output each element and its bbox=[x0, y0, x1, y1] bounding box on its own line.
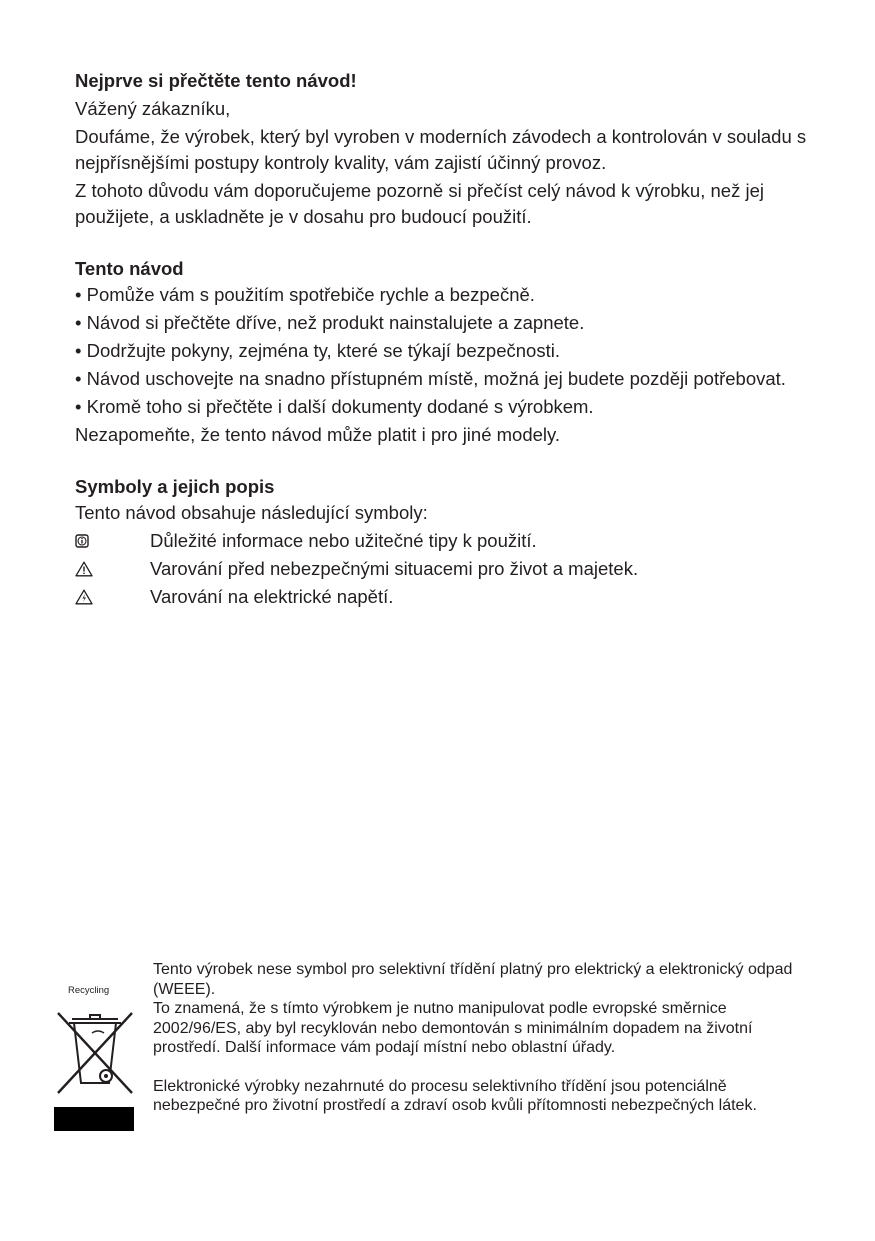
weee-black-bar bbox=[54, 1107, 134, 1131]
intro-paragraph-2: Z tohoto důvodu vám doporučujeme pozorně si přečíst celý návod k výrobku, než jej použijete, a uskladněte je v dosahu pro budoucí použití. bbox=[75, 180, 764, 227]
weee-paragraph-2: To znamená, že s tímto výrobkem je nutno manipulovat podle evropské směrnice 2002/96/ES, aby byl recyklován nebo demontován s minimálním dopadem na životní prostředí. Další informace vám podají místní nebo oblastní úřady. bbox=[153, 1000, 753, 1056]
manual-bullet: • Návod uschovejte na snadno přístupném místě, možná jej budete později potřebovat. bbox=[75, 368, 786, 389]
weee-paragraph-3: Elektronické výrobky nezahrnuté do procesu selektivního třídění jsou potenciálně nebezpečné pro životní prostředí a zdraví osob kvůli přítomnosti nebezpečných látek. bbox=[153, 1077, 757, 1114]
warning-icon bbox=[75, 556, 150, 582]
crossed-out-bin-icon bbox=[54, 999, 136, 1099]
manual-content bbox=[75, 68, 815, 610]
manual-bullet: • Návod si přečtěte dříve, než produkt nainstalujete a zapnete. bbox=[75, 312, 585, 333]
electric-warning-icon bbox=[75, 584, 150, 610]
weee-note bbox=[153, 960, 793, 1116]
intro-heading: Nejprve si přečtěte tento návod! bbox=[75, 70, 357, 91]
manual-heading: Tento návod bbox=[75, 258, 184, 279]
symbol-description: Varování na elektrické napětí. bbox=[150, 586, 394, 607]
weee-paragraph-1: Tento výrobek nese symbol pro selektivní třídění platný pro elektrický a elektronický odpad (WEEE). bbox=[153, 961, 793, 998]
intro-paragraph-1: Doufáme, že výrobek, který byl vyroben v moderních závodech a kontrolován v souladu s nejpřísnějšími postupy kontroly kvality, vám zajistí účinný provoz. bbox=[75, 126, 807, 173]
symbol-row-electric bbox=[75, 584, 815, 610]
manual-note: Nezapomeňte, že tento návod může platit i pro jiné modely. bbox=[75, 424, 561, 445]
symbol-row-info bbox=[75, 528, 815, 554]
manual-bullet: • Dodržujte pokyny, zejména ty, které se týkají bezpečnosti. bbox=[75, 340, 560, 361]
symbols-heading: Symboly a jejich popis bbox=[75, 476, 275, 497]
symbol-description: Varování před nebezpečnými situacemi pro život a majetek. bbox=[150, 558, 639, 579]
manual-bullet: • Pomůže vám s použitím spotřebiče rychle a bezpečně. bbox=[75, 284, 535, 305]
symbol-row-warning bbox=[75, 556, 815, 582]
info-icon bbox=[75, 528, 150, 554]
recycling-label: Recycling bbox=[68, 985, 110, 996]
manual-bullet: • Kromě toho si přečtěte i další dokumenty dodané s výrobkem. bbox=[75, 396, 594, 417]
symbol-description: Důležité informace nebo užitečné tipy k použití. bbox=[150, 530, 537, 551]
symbols-intro: Tento návod obsahuje následující symboly: bbox=[75, 502, 428, 523]
greeting: Vážený zákazníku, bbox=[75, 98, 231, 119]
